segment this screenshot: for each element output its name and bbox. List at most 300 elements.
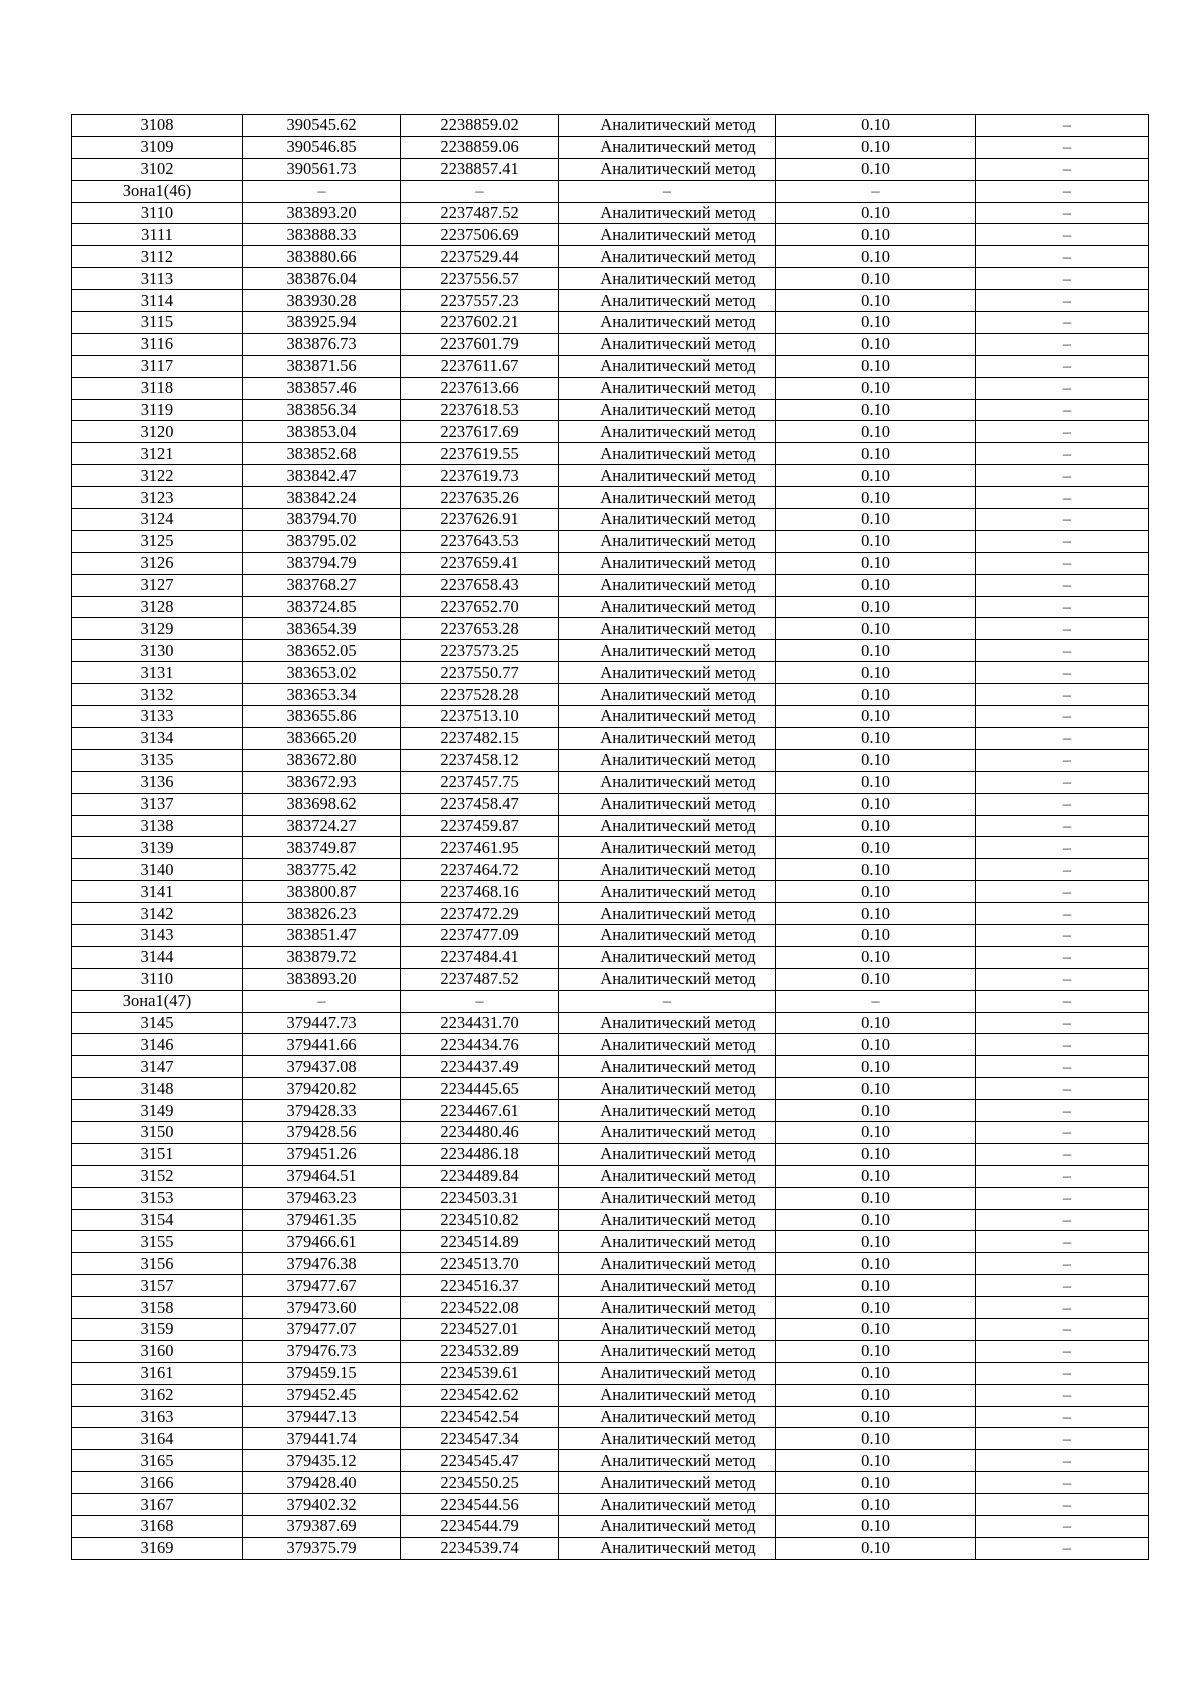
accuracy-cell: 0.10 xyxy=(776,421,976,443)
x-coordinate-cell: 383724.27 xyxy=(243,815,401,837)
method-cell: Аналитический метод xyxy=(559,1537,776,1559)
description-cell: – xyxy=(976,202,1149,224)
accuracy-cell: 0.10 xyxy=(776,574,976,596)
y-coordinate-cell: 2237472.29 xyxy=(401,903,559,925)
description-cell: – xyxy=(976,530,1149,552)
point-number-cell: 3149 xyxy=(72,1100,243,1122)
point-number-cell: 3128 xyxy=(72,596,243,618)
x-coordinate-cell: 383800.87 xyxy=(243,881,401,903)
description-cell: – xyxy=(976,246,1149,268)
method-cell: Аналитический метод xyxy=(559,246,776,268)
description-cell: – xyxy=(976,903,1149,925)
method-cell: Аналитический метод xyxy=(559,1406,776,1428)
y-coordinate-cell: 2234542.54 xyxy=(401,1406,559,1428)
y-coordinate-cell: 2234544.79 xyxy=(401,1516,559,1538)
method-cell: Аналитический метод xyxy=(559,640,776,662)
y-coordinate-cell: 2237484.41 xyxy=(401,946,559,968)
accuracy-cell: 0.10 xyxy=(776,333,976,355)
accuracy-cell: 0.10 xyxy=(776,596,976,618)
accuracy-cell: 0.10 xyxy=(776,1537,976,1559)
accuracy-cell: 0.10 xyxy=(776,749,976,771)
table-row xyxy=(72,1056,1149,1078)
x-coordinate-cell: 379466.61 xyxy=(243,1231,401,1253)
table-row xyxy=(72,1187,1149,1209)
x-coordinate-cell: 379375.79 xyxy=(243,1537,401,1559)
method-cell: Аналитический метод xyxy=(559,1362,776,1384)
table-row xyxy=(72,1165,1149,1187)
table-row xyxy=(72,903,1149,925)
point-number-cell: 3135 xyxy=(72,749,243,771)
accuracy-cell: 0.10 xyxy=(776,158,976,180)
method-cell: Аналитический метод xyxy=(559,596,776,618)
y-coordinate-cell: 2237457.75 xyxy=(401,771,559,793)
x-coordinate-cell: 383654.39 xyxy=(243,618,401,640)
accuracy-cell: 0.10 xyxy=(776,968,976,990)
accuracy-cell: 0.10 xyxy=(776,618,976,640)
table-row xyxy=(72,136,1149,158)
point-number-cell: 3110 xyxy=(72,202,243,224)
accuracy-cell: 0.10 xyxy=(776,465,976,487)
description-cell: – xyxy=(976,727,1149,749)
y-coordinate-cell: 2238859.02 xyxy=(401,115,559,137)
description-cell: – xyxy=(976,1516,1149,1538)
table-row xyxy=(72,859,1149,881)
accuracy-cell: 0.10 xyxy=(776,355,976,377)
accuracy-cell: 0.10 xyxy=(776,771,976,793)
table-row xyxy=(72,771,1149,793)
x-coordinate-cell: 383665.20 xyxy=(243,727,401,749)
method-cell: Аналитический метод xyxy=(559,1209,776,1231)
description-cell: – xyxy=(976,1121,1149,1143)
table-row xyxy=(72,574,1149,596)
table-row xyxy=(72,1034,1149,1056)
table-row xyxy=(72,837,1149,859)
table-row xyxy=(72,1450,1149,1472)
description-cell: – xyxy=(976,355,1149,377)
accuracy-cell: 0.10 xyxy=(776,530,976,552)
table-row xyxy=(72,552,1149,574)
point-number-cell: 3137 xyxy=(72,793,243,815)
table-row xyxy=(72,706,1149,728)
point-number-cell: 3127 xyxy=(72,574,243,596)
y-coordinate-cell: 2237643.53 xyxy=(401,530,559,552)
x-coordinate-cell: 383724.85 xyxy=(243,596,401,618)
method-cell: Аналитический метод xyxy=(559,399,776,421)
method-cell: Аналитический метод xyxy=(559,946,776,968)
method-cell: Аналитический метод xyxy=(559,530,776,552)
x-coordinate-cell: 383794.79 xyxy=(243,552,401,574)
accuracy-cell: 0.10 xyxy=(776,859,976,881)
point-number-cell: 3102 xyxy=(72,158,243,180)
table-row xyxy=(72,268,1149,290)
description-cell: – xyxy=(976,1275,1149,1297)
description-cell: – xyxy=(976,158,1149,180)
x-coordinate-cell: 390546.85 xyxy=(243,136,401,158)
table-row xyxy=(72,377,1149,399)
table-row xyxy=(72,1537,1149,1559)
x-coordinate-cell: 379477.07 xyxy=(243,1318,401,1340)
accuracy-cell: 0.10 xyxy=(776,1253,976,1275)
description-cell: – xyxy=(976,684,1149,706)
method-cell: Аналитический метод xyxy=(559,815,776,837)
method-cell: Аналитический метод xyxy=(559,574,776,596)
table-row xyxy=(72,355,1149,377)
x-coordinate-cell: 383852.68 xyxy=(243,443,401,465)
method-cell: Аналитический метод xyxy=(559,859,776,881)
description-cell: – xyxy=(976,1362,1149,1384)
point-number-cell: 3112 xyxy=(72,246,243,268)
table-row xyxy=(72,1143,1149,1165)
x-coordinate-cell: – xyxy=(243,990,401,1012)
description-cell: – xyxy=(976,487,1149,509)
description-cell: – xyxy=(976,1318,1149,1340)
y-coordinate-cell: 2234550.25 xyxy=(401,1472,559,1494)
accuracy-cell: 0.10 xyxy=(776,1318,976,1340)
method-cell: Аналитический метод xyxy=(559,1231,776,1253)
y-coordinate-cell: 2234503.31 xyxy=(401,1187,559,1209)
table-row xyxy=(72,1428,1149,1450)
point-number-cell: 3141 xyxy=(72,881,243,903)
method-cell: Аналитический метод xyxy=(559,1340,776,1362)
method-cell: Аналитический метод xyxy=(559,1450,776,1472)
method-cell: Аналитический метод xyxy=(559,224,776,246)
x-coordinate-cell: 383653.02 xyxy=(243,662,401,684)
method-cell: Аналитический метод xyxy=(559,793,776,815)
description-cell: – xyxy=(976,1034,1149,1056)
method-cell: Аналитический метод xyxy=(559,1121,776,1143)
point-number-cell: 3129 xyxy=(72,618,243,640)
method-cell: Аналитический метод xyxy=(559,968,776,990)
y-coordinate-cell: 2237653.28 xyxy=(401,618,559,640)
x-coordinate-cell: 379428.33 xyxy=(243,1100,401,1122)
y-coordinate-cell: 2234544.56 xyxy=(401,1494,559,1516)
coordinates-table xyxy=(71,114,1149,1560)
point-number-cell: 3108 xyxy=(72,115,243,137)
y-coordinate-cell: 2237617.69 xyxy=(401,421,559,443)
table-row xyxy=(72,596,1149,618)
point-number-cell: 3159 xyxy=(72,1318,243,1340)
y-coordinate-cell: 2234467.61 xyxy=(401,1100,559,1122)
table-row xyxy=(72,158,1149,180)
x-coordinate-cell: 383851.47 xyxy=(243,924,401,946)
accuracy-cell: 0.10 xyxy=(776,727,976,749)
point-number-cell: Зона1(47) xyxy=(72,990,243,1012)
point-number-cell: 3162 xyxy=(72,1384,243,1406)
x-coordinate-cell: 383871.56 xyxy=(243,355,401,377)
description-cell: – xyxy=(976,574,1149,596)
table-row xyxy=(72,749,1149,771)
description-cell: – xyxy=(976,1209,1149,1231)
method-cell: Аналитический метод xyxy=(559,1275,776,1297)
point-number-cell: 3115 xyxy=(72,312,243,334)
y-coordinate-cell: 2234437.49 xyxy=(401,1056,559,1078)
description-cell: – xyxy=(976,1450,1149,1472)
method-cell: Аналитический метод xyxy=(559,1078,776,1100)
description-cell: – xyxy=(976,618,1149,640)
x-coordinate-cell: 379476.38 xyxy=(243,1253,401,1275)
table-row xyxy=(72,1121,1149,1143)
point-number-cell: 3167 xyxy=(72,1494,243,1516)
x-coordinate-cell: 383876.73 xyxy=(243,333,401,355)
accuracy-cell: – xyxy=(776,180,976,202)
method-cell: – xyxy=(559,990,776,1012)
table-row xyxy=(72,1209,1149,1231)
y-coordinate-cell: 2234527.01 xyxy=(401,1318,559,1340)
description-cell: – xyxy=(976,1253,1149,1275)
point-number-cell: 3155 xyxy=(72,1231,243,1253)
point-number-cell: 3154 xyxy=(72,1209,243,1231)
description-cell: – xyxy=(976,1143,1149,1165)
method-cell: Аналитический метод xyxy=(559,1100,776,1122)
method-cell: Аналитический метод xyxy=(559,1143,776,1165)
accuracy-cell: 0.10 xyxy=(776,946,976,968)
point-number-cell: 3136 xyxy=(72,771,243,793)
method-cell: Аналитический метод xyxy=(559,1253,776,1275)
point-number-cell: 3161 xyxy=(72,1362,243,1384)
point-number-cell: 3145 xyxy=(72,1012,243,1034)
table-row xyxy=(72,202,1149,224)
y-coordinate-cell: 2237652.70 xyxy=(401,596,559,618)
method-cell: Аналитический метод xyxy=(559,1297,776,1319)
method-cell: Аналитический метод xyxy=(559,136,776,158)
description-cell: – xyxy=(976,465,1149,487)
accuracy-cell: 0.10 xyxy=(776,793,976,815)
description-cell: – xyxy=(976,1100,1149,1122)
x-coordinate-cell: 379447.13 xyxy=(243,1406,401,1428)
point-number-cell: 3156 xyxy=(72,1253,243,1275)
point-number-cell: 3126 xyxy=(72,552,243,574)
accuracy-cell: 0.10 xyxy=(776,1297,976,1319)
table-row xyxy=(72,1231,1149,1253)
accuracy-cell: 0.10 xyxy=(776,399,976,421)
table-row xyxy=(72,290,1149,312)
x-coordinate-cell: 383698.62 xyxy=(243,793,401,815)
accuracy-cell: 0.10 xyxy=(776,509,976,531)
x-coordinate-cell: 383768.27 xyxy=(243,574,401,596)
description-cell: – xyxy=(976,946,1149,968)
table-row xyxy=(72,1275,1149,1297)
y-coordinate-cell: 2234434.76 xyxy=(401,1034,559,1056)
table-row xyxy=(72,618,1149,640)
point-number-cell: 3160 xyxy=(72,1340,243,1362)
table-row xyxy=(72,1384,1149,1406)
x-coordinate-cell: 379451.26 xyxy=(243,1143,401,1165)
table-row xyxy=(72,968,1149,990)
x-coordinate-cell: 379441.74 xyxy=(243,1428,401,1450)
table-row xyxy=(72,246,1149,268)
description-cell: – xyxy=(976,924,1149,946)
accuracy-cell: 0.10 xyxy=(776,1428,976,1450)
x-coordinate-cell: 379437.08 xyxy=(243,1056,401,1078)
y-coordinate-cell: 2234545.47 xyxy=(401,1450,559,1472)
table-row xyxy=(72,1406,1149,1428)
accuracy-cell: 0.10 xyxy=(776,1209,976,1231)
accuracy-cell: 0.10 xyxy=(776,115,976,137)
description-cell: – xyxy=(976,377,1149,399)
description-cell: – xyxy=(976,333,1149,355)
y-coordinate-cell: – xyxy=(401,990,559,1012)
description-cell: – xyxy=(976,837,1149,859)
description-cell: – xyxy=(976,596,1149,618)
method-cell: Аналитический метод xyxy=(559,115,776,137)
x-coordinate-cell: 383893.20 xyxy=(243,968,401,990)
y-coordinate-cell: 2237458.47 xyxy=(401,793,559,815)
method-cell: Аналитический метод xyxy=(559,662,776,684)
accuracy-cell: 0.10 xyxy=(776,1056,976,1078)
point-number-cell: 3163 xyxy=(72,1406,243,1428)
method-cell: Аналитический метод xyxy=(559,487,776,509)
method-cell: Аналитический метод xyxy=(559,903,776,925)
accuracy-cell: 0.10 xyxy=(776,924,976,946)
method-cell: Аналитический метод xyxy=(559,158,776,180)
point-number-cell: 3150 xyxy=(72,1121,243,1143)
description-cell: – xyxy=(976,640,1149,662)
description-cell: – xyxy=(976,771,1149,793)
table-row xyxy=(72,421,1149,443)
point-number-cell: 3116 xyxy=(72,333,243,355)
x-coordinate-cell: 383876.04 xyxy=(243,268,401,290)
accuracy-cell: 0.10 xyxy=(776,268,976,290)
point-number-cell: 3132 xyxy=(72,684,243,706)
x-coordinate-cell: 379428.56 xyxy=(243,1121,401,1143)
method-cell: Аналитический метод xyxy=(559,509,776,531)
accuracy-cell: 0.10 xyxy=(776,815,976,837)
accuracy-cell: 0.10 xyxy=(776,1472,976,1494)
y-coordinate-cell: 2237556.57 xyxy=(401,268,559,290)
accuracy-cell: 0.10 xyxy=(776,684,976,706)
x-coordinate-cell: 379477.67 xyxy=(243,1275,401,1297)
y-coordinate-cell: 2234516.37 xyxy=(401,1275,559,1297)
accuracy-cell: 0.10 xyxy=(776,443,976,465)
table-row xyxy=(72,443,1149,465)
x-coordinate-cell: 379435.12 xyxy=(243,1450,401,1472)
description-cell: – xyxy=(976,421,1149,443)
x-coordinate-cell: 383655.86 xyxy=(243,706,401,728)
method-cell: Аналитический метод xyxy=(559,312,776,334)
y-coordinate-cell: 2237482.15 xyxy=(401,727,559,749)
method-cell: Аналитический метод xyxy=(559,1034,776,1056)
accuracy-cell: 0.10 xyxy=(776,290,976,312)
description-cell: – xyxy=(976,268,1149,290)
x-coordinate-cell: 383857.46 xyxy=(243,377,401,399)
description-cell: – xyxy=(976,1494,1149,1516)
method-cell: Аналитический метод xyxy=(559,377,776,399)
table-row xyxy=(72,1516,1149,1538)
method-cell: – xyxy=(559,180,776,202)
table-row xyxy=(72,1362,1149,1384)
x-coordinate-cell: 383888.33 xyxy=(243,224,401,246)
y-coordinate-cell: 2234547.34 xyxy=(401,1428,559,1450)
table-row xyxy=(72,1297,1149,1319)
x-coordinate-cell: – xyxy=(243,180,401,202)
description-cell: – xyxy=(976,136,1149,158)
method-cell: Аналитический метод xyxy=(559,421,776,443)
table-row xyxy=(72,312,1149,334)
point-number-cell: 3121 xyxy=(72,443,243,465)
y-coordinate-cell: 2237464.72 xyxy=(401,859,559,881)
table-row xyxy=(72,881,1149,903)
x-coordinate-cell: 383856.34 xyxy=(243,399,401,421)
description-cell: – xyxy=(976,881,1149,903)
accuracy-cell: 0.10 xyxy=(776,202,976,224)
description-cell: – xyxy=(976,312,1149,334)
y-coordinate-cell: 2237611.67 xyxy=(401,355,559,377)
table-row xyxy=(72,1494,1149,1516)
x-coordinate-cell: 383853.04 xyxy=(243,421,401,443)
y-coordinate-cell: 2237550.77 xyxy=(401,662,559,684)
table-row xyxy=(72,509,1149,531)
description-cell: – xyxy=(976,1472,1149,1494)
table-row xyxy=(72,1100,1149,1122)
method-cell: Аналитический метод xyxy=(559,1187,776,1209)
accuracy-cell: 0.10 xyxy=(776,1165,976,1187)
description-cell: – xyxy=(976,968,1149,990)
y-coordinate-cell: 2237458.12 xyxy=(401,749,559,771)
description-cell: – xyxy=(976,1187,1149,1209)
point-number-cell: 3109 xyxy=(72,136,243,158)
accuracy-cell: 0.10 xyxy=(776,246,976,268)
y-coordinate-cell: 2237573.25 xyxy=(401,640,559,662)
description-cell: – xyxy=(976,1078,1149,1100)
method-cell: Аналитический метод xyxy=(559,333,776,355)
point-number-cell: 3147 xyxy=(72,1056,243,1078)
description-cell: – xyxy=(976,990,1149,1012)
point-number-cell: 3125 xyxy=(72,530,243,552)
method-cell: Аналитический метод xyxy=(559,202,776,224)
point-number-cell: 3124 xyxy=(72,509,243,531)
point-number-cell: 3153 xyxy=(72,1187,243,1209)
accuracy-cell: 0.10 xyxy=(776,903,976,925)
y-coordinate-cell: 2237557.23 xyxy=(401,290,559,312)
point-number-cell: 3151 xyxy=(72,1143,243,1165)
y-coordinate-cell: 2234445.65 xyxy=(401,1078,559,1100)
table-row xyxy=(72,924,1149,946)
table-row xyxy=(72,530,1149,552)
description-cell: – xyxy=(976,290,1149,312)
point-number-cell: 3146 xyxy=(72,1034,243,1056)
accuracy-cell: 0.10 xyxy=(776,136,976,158)
y-coordinate-cell: 2234513.70 xyxy=(401,1253,559,1275)
description-cell: – xyxy=(976,443,1149,465)
y-coordinate-cell: 2238859.06 xyxy=(401,136,559,158)
description-cell: – xyxy=(976,1056,1149,1078)
description-cell: – xyxy=(976,1012,1149,1034)
accuracy-cell: 0.10 xyxy=(776,1494,976,1516)
method-cell: Аналитический метод xyxy=(559,684,776,706)
description-cell: – xyxy=(976,793,1149,815)
method-cell: Аналитический метод xyxy=(559,355,776,377)
x-coordinate-cell: 383672.80 xyxy=(243,749,401,771)
y-coordinate-cell: 2237618.53 xyxy=(401,399,559,421)
x-coordinate-cell: 379428.40 xyxy=(243,1472,401,1494)
point-number-cell: 3123 xyxy=(72,487,243,509)
x-coordinate-cell: 383880.66 xyxy=(243,246,401,268)
x-coordinate-cell: 379447.73 xyxy=(243,1012,401,1034)
accuracy-cell: 0.10 xyxy=(776,662,976,684)
x-coordinate-cell: 379402.32 xyxy=(243,1494,401,1516)
y-coordinate-cell: 2234510.82 xyxy=(401,1209,559,1231)
accuracy-cell: – xyxy=(776,990,976,1012)
x-coordinate-cell: 383794.70 xyxy=(243,509,401,531)
accuracy-cell: 0.10 xyxy=(776,1231,976,1253)
method-cell: Аналитический метод xyxy=(559,1384,776,1406)
point-number-cell: 3133 xyxy=(72,706,243,728)
accuracy-cell: 0.10 xyxy=(776,312,976,334)
accuracy-cell: 0.10 xyxy=(776,1121,976,1143)
accuracy-cell: 0.10 xyxy=(776,706,976,728)
method-cell: Аналитический метод xyxy=(559,268,776,290)
accuracy-cell: 0.10 xyxy=(776,1100,976,1122)
